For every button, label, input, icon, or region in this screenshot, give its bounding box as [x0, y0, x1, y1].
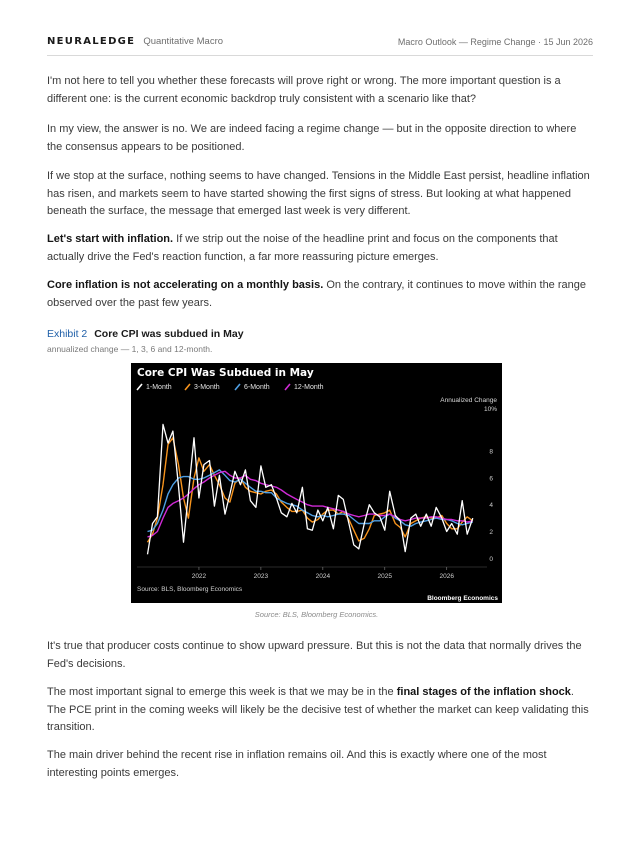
- x-tick-label: 2022: [191, 573, 207, 580]
- y-axis-label: Annualized Change: [440, 397, 497, 404]
- legend-item-6-month: [235, 384, 270, 391]
- paragraph-3: [47, 168, 592, 221]
- legend-swatch: [235, 384, 240, 390]
- x-tick-label: 2024: [315, 573, 331, 580]
- y-axis-unit-label: 10%: [483, 406, 497, 413]
- page-header: [47, 36, 593, 56]
- legend-item-3-month: [185, 384, 220, 391]
- exhibit-caption: Source: BLS, Bloomberg Economics.: [254, 610, 379, 619]
- paragraph-5-lead: Core inflation is not accelerating on a monthly basis.: [47, 279, 324, 291]
- paragraph-6: It's true that producer costs continue to show upward pressure. But this is not the data that normally drives the Fed's decisions.: [47, 640, 582, 670]
- x-ticks: [137, 567, 487, 580]
- legend-swatch: [185, 384, 190, 390]
- x-tick-label: 2026: [439, 573, 454, 580]
- y-ticks: [489, 449, 493, 563]
- breadcrumb: Macro Outlook — Regime Change · 15 Jun 2026: [397, 37, 593, 47]
- series-line-6-month: [148, 470, 473, 532]
- legend-item-1-month: [137, 384, 172, 391]
- paragraph-7-post: . The PCE print in the coming weeks will likely be the decisive test of whether the market can keep validating this transition.: [47, 686, 589, 733]
- paragraph-4-lead: Let's start with inflation.: [47, 233, 174, 245]
- paragraph-7-pre: The most important signal to emerge this week is that we may be in the: [47, 686, 397, 698]
- brand: [47, 36, 223, 47]
- legend-swatch: [137, 384, 142, 390]
- exhibit-title: Core CPI was subdued in May: [94, 328, 244, 340]
- series-line-1-month: [148, 424, 473, 554]
- legend-label: 6-Month: [244, 384, 270, 391]
- y-tick-label: 6: [489, 475, 493, 483]
- paragraph-5: [47, 277, 592, 312]
- series-line-12-month: [148, 471, 473, 537]
- logo: NEURALEDGE: [47, 36, 136, 47]
- y-tick-label: 8: [489, 448, 493, 456]
- chart-brand: Bloomberg Economics: [427, 595, 498, 602]
- chart-source: Source: BLS, Bloomberg Economics: [137, 586, 243, 593]
- legend-swatch: [285, 384, 290, 390]
- paragraph-8: The main driver behind the recent rise in inflation remains oil. And this is exactly where one of the most interesting points emerges.: [47, 749, 547, 779]
- legend-label: 3-Month: [194, 384, 220, 391]
- paragraph-4: [47, 231, 592, 266]
- y-tick-label: 4: [489, 502, 493, 510]
- legend-label: 1-Month: [146, 384, 172, 391]
- chart-title: Core CPI Was Subdued in May: [137, 367, 314, 379]
- paragraph-5-text: On the contrary, it continues to move within the range observed over the past few years.: [47, 279, 586, 309]
- exhibit-heading: [47, 328, 244, 340]
- y-tick-label: 0: [489, 555, 493, 563]
- paragraph-7: [47, 684, 592, 737]
- y-tick-label: 2: [489, 529, 493, 537]
- chart-svg: [131, 363, 502, 603]
- x-tick-label: 2023: [253, 573, 269, 580]
- chart: [131, 363, 502, 603]
- legend-item-12-month: [285, 384, 324, 391]
- exhibit-subtitle: annualized change — 1, 3, 6 and 12-month.: [47, 344, 213, 354]
- chart-legend: [137, 384, 324, 391]
- paragraph-3-text: If we stop at the surface, nothing seems to have changed. Tensions in the Middle East persist, headline inflation has risen, and markets seem to have started showing the first signs of stress. But looking at what happened beneath the surface, the message that emerged last week is very different.: [47, 170, 590, 217]
- exhibit-label: Exhibit 2: [47, 328, 88, 340]
- paragraph-2: In my view, the answer is no. We are indeed facing a regime change — but in the opposite direction to where the consensus appears to be positioned.: [47, 123, 577, 153]
- paragraph-1: I'm not here to tell you whether these forecasts will prove right or wrong. The more important question is a different one: is the current economic backdrop truly consistent with a scenario like that?: [47, 75, 561, 105]
- x-tick-label: 2025: [377, 573, 393, 580]
- series-group: [148, 424, 473, 554]
- paragraph-7-emphasis: final stages of the inflation shock: [396, 686, 571, 698]
- legend-label: 12-Month: [294, 384, 324, 391]
- brand-subtitle: Quantitative Macro: [143, 36, 224, 47]
- series-line-3-month: [148, 438, 473, 542]
- paragraph-4-text: If we strip out the noise of the headline print and focus on the components that actually drive the Fed's reaction function, a far more reassuring picture emerges.: [47, 233, 558, 263]
